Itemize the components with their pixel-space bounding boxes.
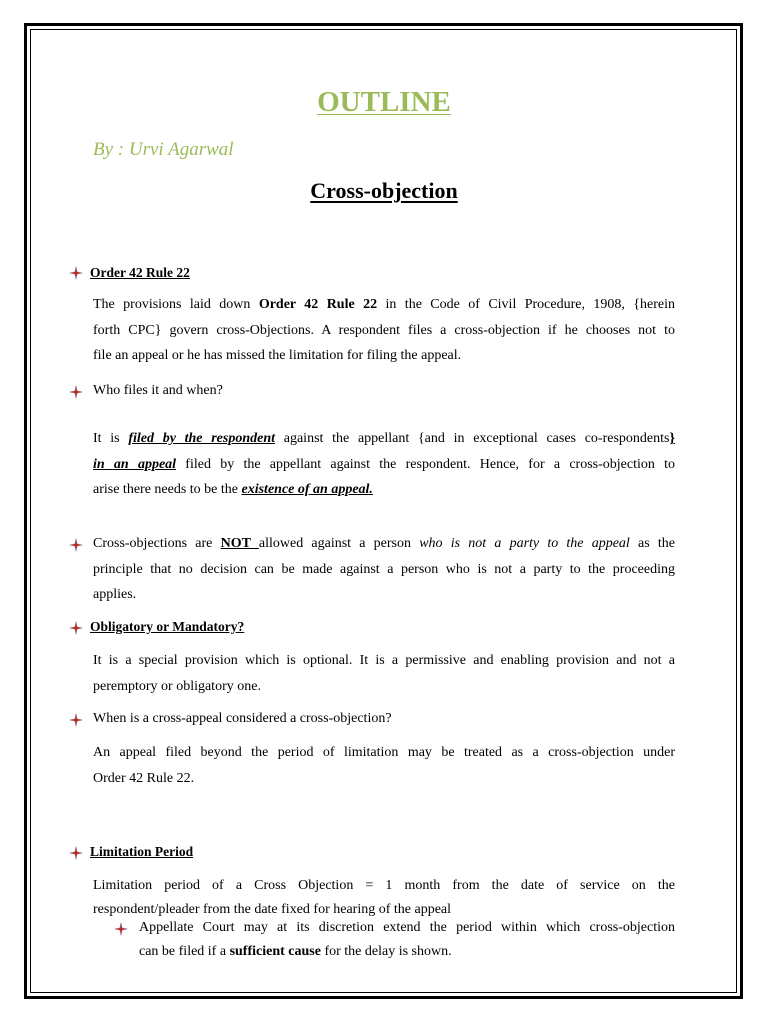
bullet-icon bbox=[69, 538, 83, 552]
paragraph-line: Limitation period of a Cross Objection = 1 month from the date of service on the bbox=[93, 878, 675, 893]
bullet-icon bbox=[69, 713, 83, 727]
bullet-icon bbox=[69, 621, 83, 635]
section-heading-obligatory: Obligatory or Mandatory? bbox=[90, 619, 245, 634]
bullet-icon bbox=[69, 385, 83, 399]
paragraph-line: applies. bbox=[93, 587, 137, 602]
paragraph-line: Appellate Court may at its discretion extend the period within which cross-objection bbox=[139, 920, 675, 935]
paragraph-line: Cross-objections are NOT allowed against a person who is not a party to the appeal as the bbox=[93, 536, 675, 551]
paragraph-who-files bbox=[93, 426, 675, 503]
section-heading-who-files: Who files it and when? bbox=[93, 383, 223, 398]
section-heading-cross-appeal: When is a cross-appeal considered a cross-objection? bbox=[93, 711, 392, 726]
paragraph-line: The provisions laid down Order 42 Rule 22 in the Code of Civil Procedure, 1908, {herein bbox=[93, 297, 675, 312]
bullet-icon bbox=[69, 266, 83, 280]
paragraph-line: It is a special provision which is optional. It is a permissive and enabling provision and not a bbox=[93, 653, 675, 668]
paragraph-line: It is filed by the respondent against the appellant {and in exceptional cases co-respondents} bbox=[93, 431, 676, 446]
section-heading-limitation: Limitation Period bbox=[90, 844, 194, 859]
paragraph-line: forth CPC} govern cross-Objections. A respondent files a cross-objection if he chooses not to bbox=[93, 322, 675, 338]
document-title: OUTLINE bbox=[317, 86, 451, 118]
paragraph-limitation bbox=[93, 874, 675, 922]
paragraph-line: arise there needs to be the existence of an appeal. bbox=[93, 482, 373, 497]
paragraph-line: in an appeal filed by the appellant against the respondent. Hence, for a cross-objection to bbox=[93, 456, 675, 472]
paragraph-obligatory bbox=[93, 648, 675, 699]
sub-bullet-icon bbox=[114, 922, 128, 936]
paragraph-line: An appeal filed beyond the period of limitation may be treated as a cross-objection under bbox=[93, 745, 675, 760]
section-heading-order-42: Order 42 Rule 22 bbox=[90, 265, 190, 280]
paragraph-line: principle that no decision can be made against a person who is not a party to the proceeding bbox=[93, 561, 675, 577]
paragraph-line: peremptory or obligatory one. bbox=[93, 678, 261, 694]
paragraph-limitation-sub bbox=[139, 916, 675, 964]
bullet-icon bbox=[69, 846, 83, 860]
paragraph-line: respondent/pleader from the date fixed for hearing of the appeal bbox=[93, 902, 452, 917]
document-subtitle: Cross-objection bbox=[310, 178, 458, 203]
author-line: By : Urvi Agarwal bbox=[93, 139, 234, 160]
paragraph-order-42 bbox=[93, 292, 675, 369]
paragraph-line: can be filed if a sufficient cause for the delay is shown. bbox=[139, 944, 452, 959]
paragraph-cross-appeal bbox=[93, 740, 675, 791]
paragraph-line: file an appeal or he has missed the limitation for filing the appeal. bbox=[93, 348, 462, 363]
paragraph-line: Order 42 Rule 22. bbox=[93, 770, 195, 786]
paragraph-not-allowed bbox=[93, 531, 675, 608]
